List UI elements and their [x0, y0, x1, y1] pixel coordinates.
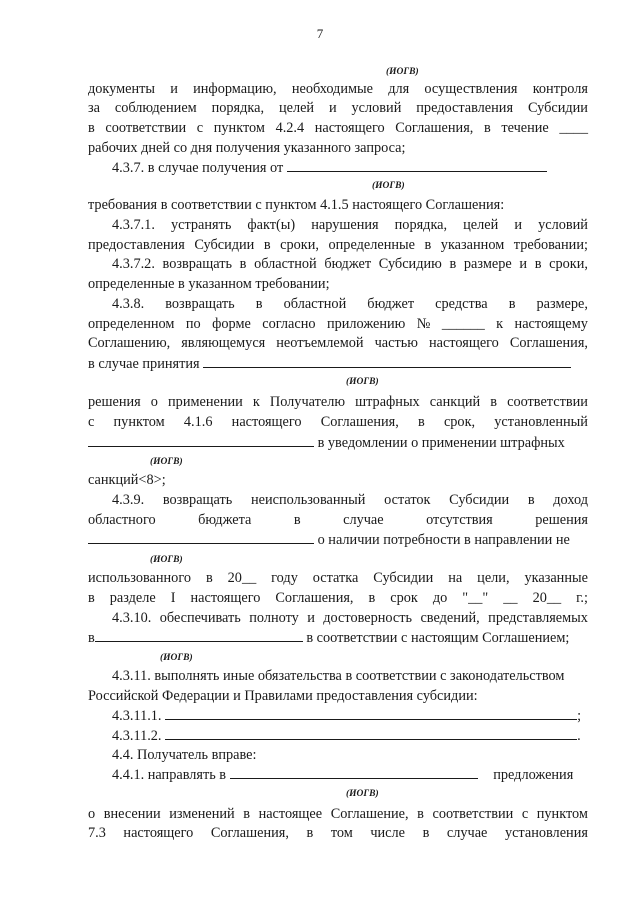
word: в	[422, 825, 430, 841]
word: в	[483, 120, 491, 136]
word: полноту	[249, 610, 299, 626]
word: __	[503, 590, 518, 606]
page-number: 7	[316, 26, 324, 41]
word: Соглашения,	[509, 335, 588, 351]
word: контроля	[532, 81, 588, 97]
word: размере	[463, 256, 512, 272]
word: 4.3.7.1.	[112, 217, 155, 233]
blank-field	[165, 706, 577, 720]
word: ______	[441, 316, 485, 332]
word: в	[449, 256, 457, 272]
word: срок,	[443, 414, 476, 430]
word: областной	[254, 256, 317, 272]
word: неиспользованный	[250, 492, 366, 508]
text-line	[112, 255, 588, 273]
word: средства	[435, 296, 488, 312]
word: применении	[168, 394, 243, 410]
blank-field	[287, 158, 547, 172]
word: в	[88, 120, 95, 136]
word: и	[328, 100, 337, 116]
text-line	[88, 413, 588, 431]
text-fragment: в соответствии с настоящим Соглашением;	[306, 630, 570, 646]
text-fragment: 4.3.11.2.	[112, 728, 162, 744]
word: в	[243, 806, 250, 822]
text-fragment: 4.3.7. в случае получения от	[112, 160, 284, 176]
word: к	[252, 394, 260, 410]
word: 4.3.7.2.	[112, 256, 155, 272]
text-fragment: в уведомлении о применении штрафных	[317, 435, 565, 451]
word: приложению	[326, 316, 406, 332]
text-line	[112, 726, 588, 745]
word: форме	[212, 316, 251, 332]
word: 4.3.10.	[112, 610, 152, 626]
text-fragment: 4.3.11.1.	[112, 708, 162, 724]
word: в	[424, 237, 432, 253]
word: предоставления	[88, 237, 185, 253]
word: возвращать	[162, 492, 233, 508]
word: внесении	[103, 806, 161, 822]
word: году	[271, 570, 298, 586]
word: Субсидии	[194, 237, 255, 253]
word: сроки,	[280, 237, 319, 253]
word: согласно	[262, 316, 316, 332]
word: пунктом	[113, 414, 165, 430]
text-fragment: .	[577, 728, 581, 744]
word: отсутствия	[426, 512, 493, 528]
word: до	[432, 590, 448, 606]
word: 4.1.6	[183, 414, 213, 430]
text-line	[88, 236, 588, 254]
word: областной	[283, 296, 347, 312]
text-line	[112, 158, 588, 177]
text-line	[112, 765, 588, 784]
word: частью	[374, 335, 418, 351]
word: в	[239, 256, 247, 272]
word: сведений,	[420, 610, 480, 626]
word: областного	[88, 512, 156, 528]
word: изменений	[169, 806, 235, 822]
word: том	[330, 825, 353, 841]
word: Соглашение,	[330, 806, 409, 822]
word: целей	[278, 100, 315, 116]
word: цели,	[477, 570, 510, 586]
text-line: рабочих дней со дня получения указанного запроса;	[88, 140, 406, 156]
text-line	[88, 824, 588, 842]
word: использованного	[88, 570, 191, 586]
word: течение	[501, 120, 549, 136]
text-line: санкций<8>;	[88, 472, 166, 488]
word: штрафных	[355, 394, 420, 410]
word: требовании;	[513, 237, 588, 253]
text-fragment: о наличии потребности в направлении не	[317, 532, 570, 548]
word: устранять	[170, 217, 232, 233]
text-line: определенные в указанном требовании;	[88, 276, 330, 292]
word: условий	[351, 100, 402, 116]
word: Соглашения,	[395, 120, 474, 136]
word: порядка,	[394, 217, 448, 233]
word: сроки,	[549, 256, 588, 272]
word: настоящему	[514, 316, 588, 332]
word: Соглашения,	[275, 590, 354, 606]
word: Соглашению,	[88, 335, 171, 351]
word: в	[508, 296, 516, 312]
word: настоящего	[314, 120, 385, 136]
word: соответствии	[432, 806, 514, 822]
word: установленный	[494, 414, 588, 430]
word: неотъемлемой	[276, 335, 364, 351]
text-line: 4.4. Получатель вправе:	[112, 747, 257, 763]
text-line	[88, 315, 588, 333]
word: определенные	[328, 237, 415, 253]
word: и	[307, 610, 315, 626]
word: остатка	[312, 570, 359, 586]
word: и	[514, 217, 523, 233]
text-line	[88, 511, 588, 529]
word: ____	[559, 120, 588, 136]
word: для	[388, 81, 410, 97]
word: и	[519, 256, 528, 272]
word: 20__	[532, 590, 562, 606]
blank-field	[203, 354, 571, 368]
word: числе	[370, 825, 406, 841]
iogv-note: (ИОГВ)	[150, 457, 183, 467]
word: с	[521, 806, 529, 822]
word: настоящее	[258, 806, 323, 822]
word: условий	[538, 217, 588, 233]
word: в	[205, 570, 213, 586]
word: разделе	[109, 590, 156, 606]
word: решения	[535, 512, 588, 528]
text-line	[112, 706, 588, 725]
word: целей	[463, 217, 499, 233]
word: в	[306, 825, 314, 841]
word: в	[418, 414, 425, 430]
text-line	[88, 433, 588, 452]
word: 4.2.4	[275, 120, 305, 136]
word: бюджета	[198, 512, 252, 528]
word: доход	[553, 492, 588, 508]
text-line: требования в соответствии с пунктом 4.1.5 настоящего Соглашения:	[88, 197, 505, 213]
word: документы	[88, 81, 156, 97]
text-line	[112, 609, 588, 627]
word: Получателю	[269, 394, 346, 410]
word: Соглашения,	[320, 414, 399, 430]
word: возвращать	[165, 296, 235, 312]
text-line	[88, 805, 588, 823]
word: факт(ы)	[247, 217, 296, 233]
word: 20__	[227, 570, 257, 586]
word: на	[448, 570, 463, 586]
word: с	[196, 120, 204, 136]
word: и	[170, 81, 178, 97]
word: Субсидию	[378, 256, 442, 272]
word: в	[417, 806, 424, 822]
text-line	[88, 99, 588, 117]
word: настоящего	[231, 414, 302, 430]
word: с	[88, 414, 95, 430]
text-line	[88, 530, 588, 549]
word: в	[527, 492, 535, 508]
word: за	[88, 100, 100, 116]
word: в	[263, 237, 271, 253]
word: решения	[88, 394, 141, 410]
word: Соглашения,	[210, 825, 289, 841]
iogv-note: (ИОГВ)	[346, 789, 379, 799]
word: пунктом	[536, 806, 588, 822]
text-line	[88, 589, 588, 607]
word: Субсидии	[373, 570, 434, 586]
text-fragment: в	[88, 630, 95, 646]
word: настоящего	[190, 590, 261, 606]
blank-field	[88, 433, 314, 447]
word: Субсидии	[527, 100, 588, 116]
text-line	[88, 569, 588, 587]
blank-field	[88, 530, 314, 544]
word: в	[88, 590, 95, 606]
word: г.;	[576, 590, 588, 606]
iogv-note: (ИОГВ)	[150, 555, 183, 565]
word: обеспечивать	[159, 610, 241, 626]
word: случае	[343, 512, 384, 528]
word: указанном	[440, 237, 505, 253]
word: санкций	[429, 394, 481, 410]
word: №	[416, 316, 431, 332]
text-line	[88, 334, 588, 352]
blank-field	[165, 726, 577, 740]
word: порядка,	[211, 100, 265, 116]
text-line	[112, 295, 588, 313]
word: 7.3	[88, 825, 106, 841]
word: настоящего	[123, 825, 194, 841]
text-line	[112, 491, 588, 509]
word: бюджет	[367, 296, 415, 312]
word: настоящего	[428, 335, 499, 351]
word: бюджет	[324, 256, 372, 272]
word: о	[150, 394, 158, 410]
word: в	[293, 512, 301, 528]
word: осуществления	[424, 81, 518, 97]
iogv-note: (ИОГВ)	[346, 377, 379, 387]
word: информацию,	[193, 81, 277, 97]
text-line: Российской Федерации и Правилами предоставления субсидии:	[88, 688, 478, 704]
word: пунктом	[213, 120, 265, 136]
word: в	[368, 590, 376, 606]
word: представляемых	[488, 610, 588, 626]
word: I	[170, 590, 176, 606]
text-line: 4.3.11. выполнять иные обязательства в соответствии с законодательством	[112, 668, 565, 684]
word: 4.3.8.	[112, 296, 145, 312]
word: достоверность	[323, 610, 413, 626]
word: являющемуся	[181, 335, 266, 351]
word: о	[88, 806, 96, 822]
text-line	[88, 354, 588, 373]
word: в	[255, 296, 263, 312]
text-fragment: предложения	[493, 767, 574, 783]
blank-field	[230, 765, 478, 779]
text-line	[88, 80, 588, 98]
word: указанные	[524, 570, 588, 586]
word: в	[490, 394, 498, 410]
text-fragment: в случае принятия	[88, 356, 200, 372]
word: случае	[446, 825, 488, 841]
word: в	[534, 256, 542, 272]
word: Субсидии	[449, 492, 510, 508]
iogv-note: (ИОГВ)	[386, 67, 419, 77]
word: необходимые	[291, 81, 373, 97]
word: соответствии	[105, 120, 187, 136]
word: нарушения	[311, 217, 379, 233]
text-fragment: 4.4.1. направлять в	[112, 767, 227, 783]
word: по	[185, 316, 201, 332]
word: "__"	[462, 590, 489, 606]
word: предоставления	[416, 100, 514, 116]
word: возвращать	[162, 256, 232, 272]
text-fragment: ;	[577, 708, 582, 724]
text-line	[88, 393, 588, 411]
blank-field	[95, 628, 303, 642]
word: к	[496, 316, 504, 332]
text-line	[112, 216, 588, 234]
iogv-note: (ИОГВ)	[160, 653, 193, 663]
word: соблюдением	[114, 100, 197, 116]
iogv-note: (ИОГВ)	[372, 181, 405, 191]
text-line	[88, 628, 588, 647]
word: установления	[504, 825, 588, 841]
word: соответствии	[507, 394, 588, 410]
text-line	[88, 119, 588, 137]
word: определенном	[88, 316, 175, 332]
word: размере,	[536, 296, 588, 312]
word: остаток	[384, 492, 431, 508]
word: срок	[390, 590, 418, 606]
word: 4.3.9.	[112, 492, 145, 508]
